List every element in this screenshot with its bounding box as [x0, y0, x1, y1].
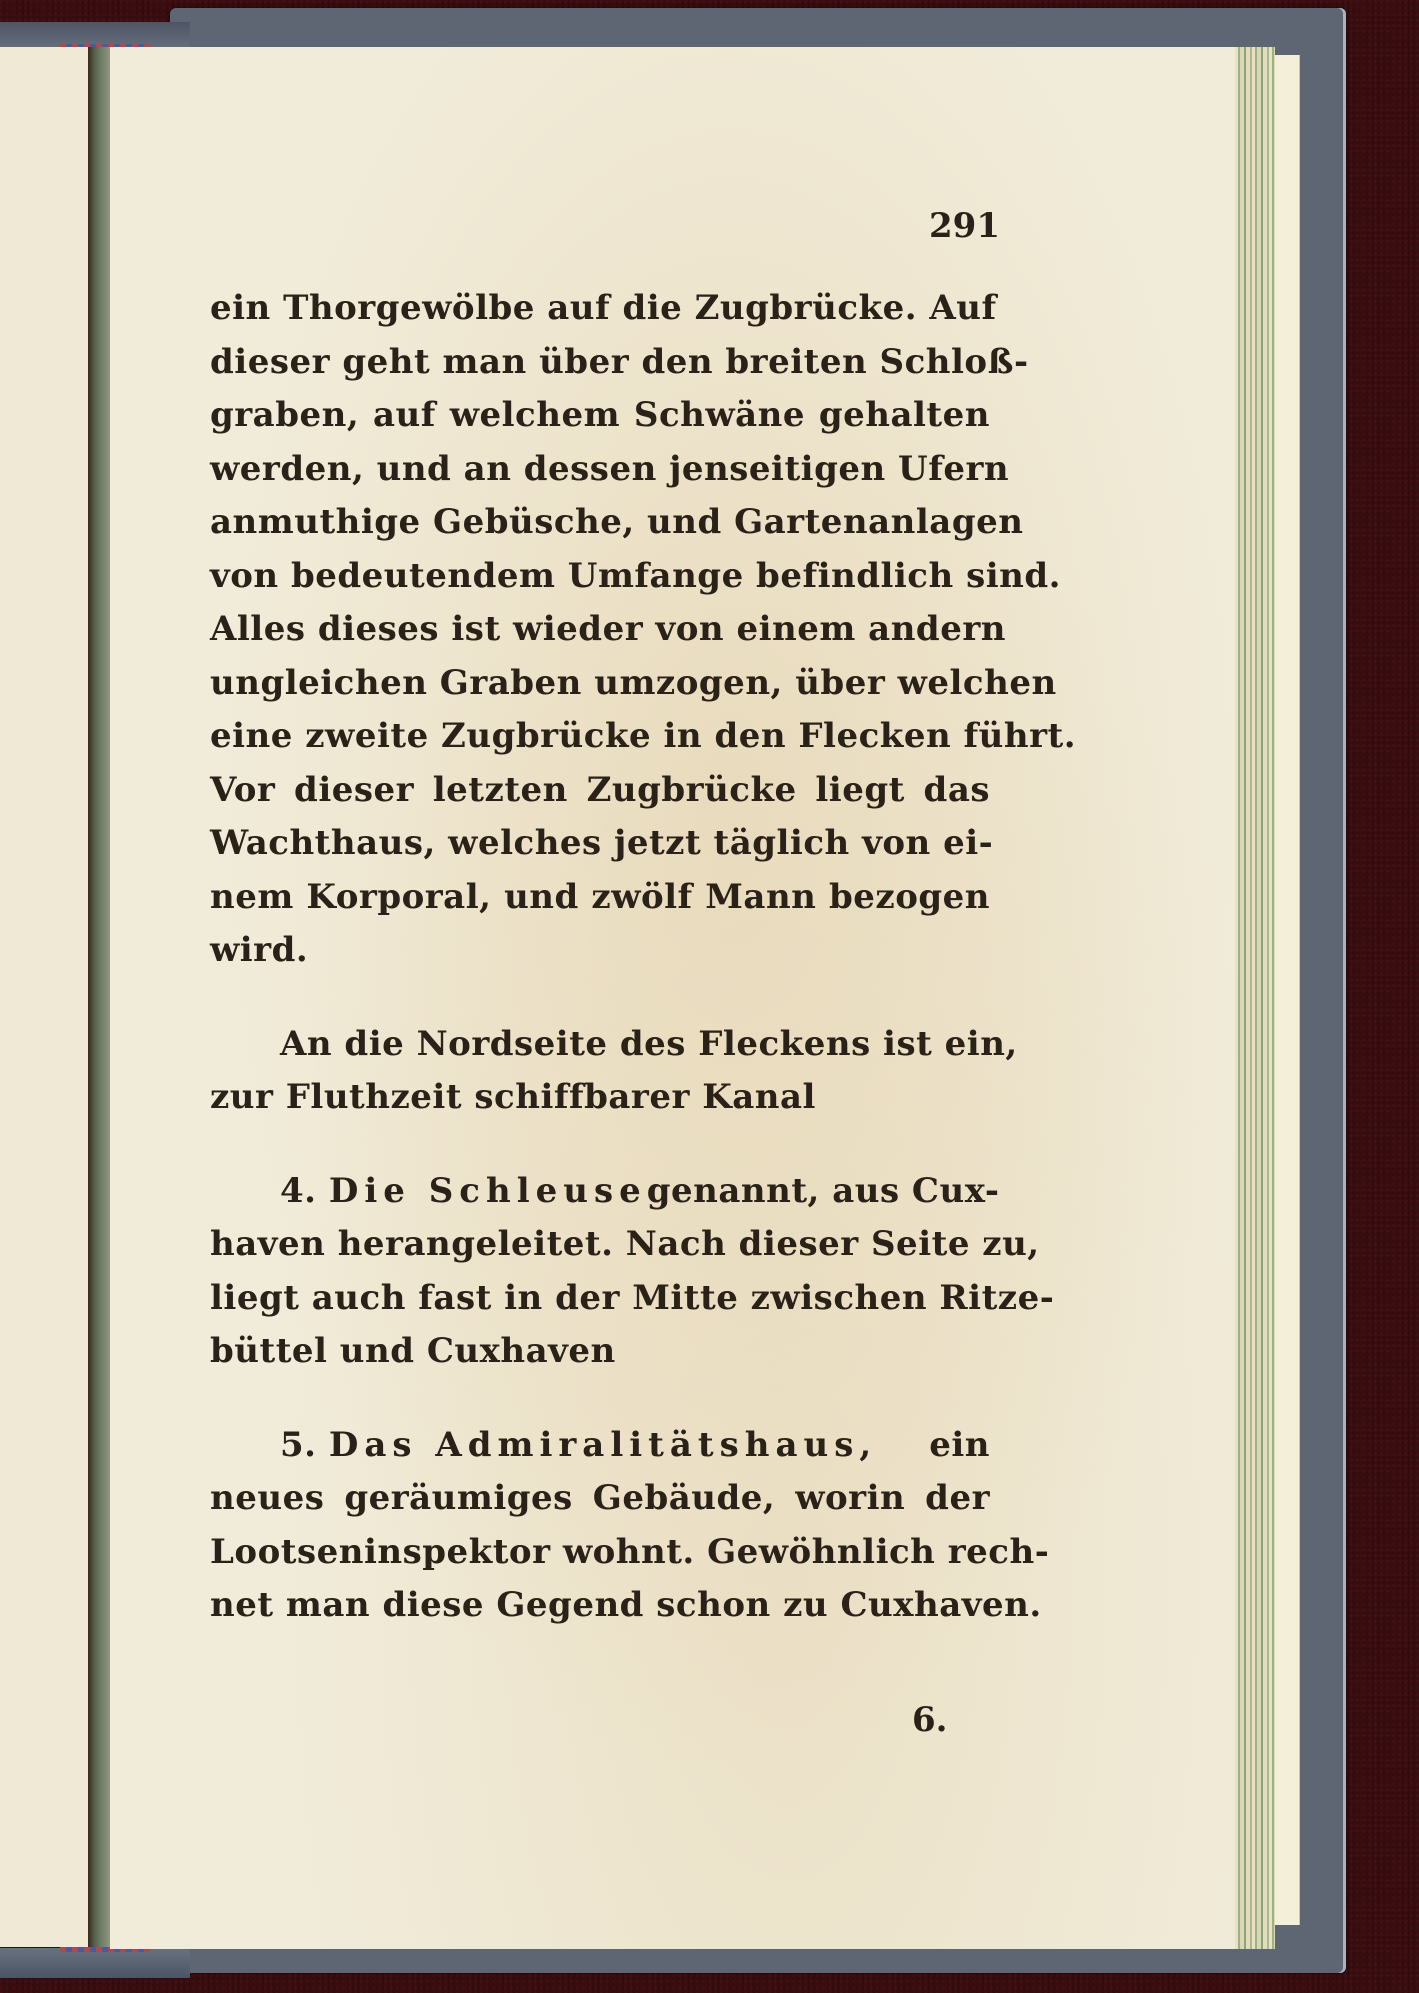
text-line: An die Nordseite des Fleckens ist ein,: [280, 1023, 1018, 1064]
text-line: [210, 1165, 1000, 1219]
page-edges: [1235, 47, 1275, 1949]
cover-spine-bottom: [0, 1948, 190, 1978]
page-text: [210, 200, 1077, 1633]
text-line: anmuthige Gebüsche, und Gartenanlagen: [210, 502, 1024, 542]
item-number: 5.: [280, 1424, 317, 1465]
paragraph-4: [210, 1419, 1050, 1633]
text-line: neues geräumiges Gebäude, worin der: [210, 1478, 990, 1518]
text-line: eine zweite Zugbrücke in den Flecken führt.: [210, 716, 1077, 756]
left-facing-page: [0, 47, 88, 1947]
book-gutter: [88, 47, 110, 1947]
text-line: ungleichen Graben umzogen, über welchen: [210, 662, 1057, 703]
text-line: net man diese Gegend schon zu Cuxhaven.: [210, 1585, 1042, 1625]
text-line: liegt auch fast in der Mitte zwischen Ritze-: [210, 1277, 1055, 1318]
item-title: Die Schleuse: [328, 1170, 647, 1211]
page-edge-fore: [1275, 55, 1300, 1925]
text-line: ein Thorgewölbe auf die Zugbrücke. Auf: [210, 288, 997, 328]
text-line: Vor dieser letzten Zugbrücke liegt das: [210, 769, 990, 810]
text-line: dieser geht man über den breiten Schloß-: [210, 341, 1029, 382]
text-line: graben, auf welchem Schwäne gehalten: [210, 395, 990, 435]
text-line: Lootseninspektor wohnt. Gewöhnlich rech-: [210, 1531, 1050, 1572]
text-line: Alles dieses ist wieder von einem andern: [210, 609, 1006, 649]
text-line: büttel und Cuxhaven: [210, 1331, 616, 1371]
text-line: von bedeutendem Umfange befindlich sind.: [210, 555, 1061, 596]
text-line: Wachthaus, welches jetzt täglich von ei-: [210, 823, 994, 863]
text-line: werden, und an dessen jenseitigen Ufern: [210, 448, 1010, 489]
page-number: 291: [929, 206, 1000, 246]
paragraph-3: [210, 1165, 1055, 1379]
text-line: zur Fluthzeit schiffbarer Kanal: [210, 1077, 816, 1117]
paragraph-2: [210, 1018, 1018, 1125]
item-title: Das Admiralitätshaus,: [328, 1424, 878, 1465]
text-line: wird.: [210, 930, 309, 970]
text-fragment: ein: [929, 1424, 990, 1465]
paragraph-1: [210, 282, 1077, 978]
text-line: [210, 1419, 990, 1473]
text-line: haven herangeleitet. Nach dieser Seite zu,: [210, 1224, 1040, 1264]
catchword: 6.: [912, 1700, 948, 1740]
text-line: nem Korporal, und zwölf Mann bezogen: [210, 876, 990, 917]
item-number: 4.: [280, 1170, 317, 1211]
text-fragment: genannt, aus Cux-: [646, 1170, 1000, 1211]
